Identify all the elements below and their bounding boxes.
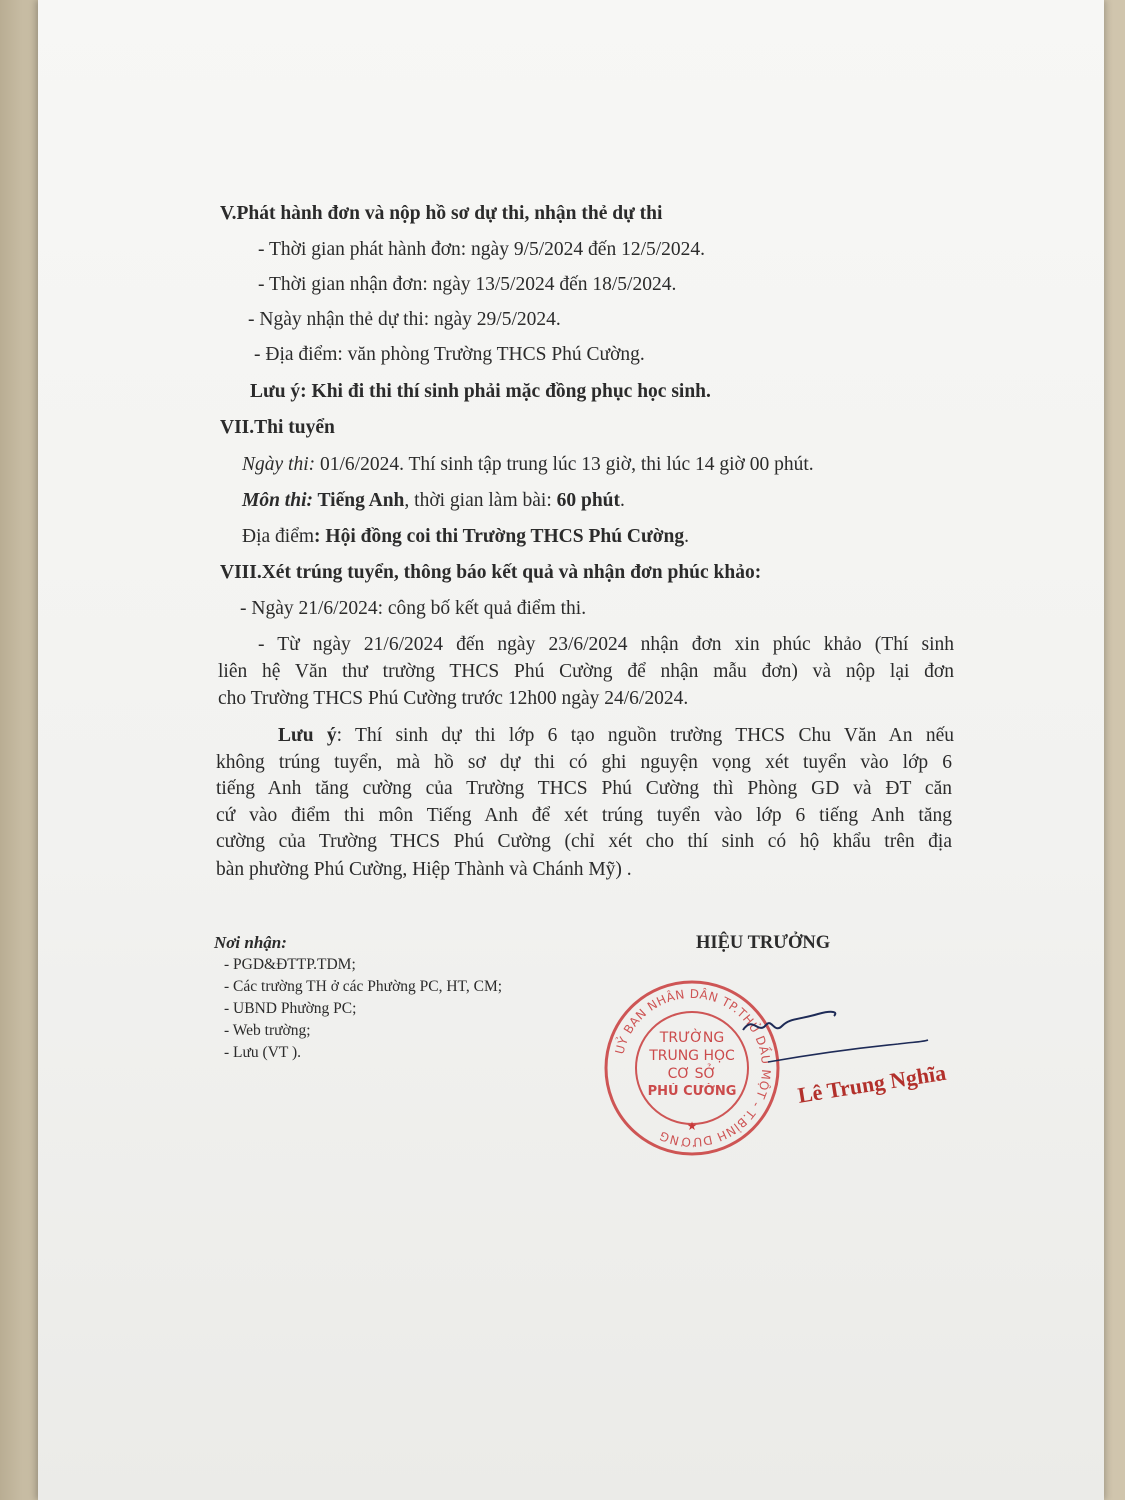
section-v-heading: V.Phát hành đơn và nộp hồ sơ dự thi, nhận thẻ dự thi <box>220 203 663 224</box>
principal-signature <box>738 1000 938 1070</box>
section-viii-para-line: cho Trường THCS Phú Cường trước 12h00 ngày 24/6/2024. <box>218 688 689 709</box>
section-v-line: - Thời gian phát hành đơn: ngày 9/5/2024 đến 12/5/2024. <box>258 239 706 260</box>
exam-subject-mid: , thời gian làm bài: <box>404 490 557 511</box>
recipient-item: - PGD&ĐTTP.TDM; <box>224 956 356 973</box>
exam-place-end: . <box>684 526 689 547</box>
seal-line: TRUNG HỌC <box>649 1048 735 1064</box>
section-vii-heading: VII.Thi tuyển <box>220 417 335 438</box>
note-line: cứ vào điểm thi môn Tiếng Anh để xét trúng tuyển vào lớp 6 tiếng Anh tăng <box>216 805 952 826</box>
recipients-title: Nơi nhận: <box>214 933 287 952</box>
exam-subject-line <box>242 489 625 513</box>
principal-name: Lê Trung Nghĩa <box>795 1059 948 1108</box>
exam-date-text: 01/6/2024. Thí sinh tập trung lúc 13 giờ, thi lúc 14 giờ 00 phút. <box>315 454 814 475</box>
exam-subject-value: Tiếng Anh <box>312 490 405 511</box>
document-page <box>38 0 1104 1500</box>
note-first-line <box>278 724 954 748</box>
section-viii-line: - Ngày 21/6/2024: công bố kết quả điểm thi. <box>240 598 587 619</box>
seal-line: PHÚ CƯỜNG <box>647 1084 737 1099</box>
svg-text:★: ★ <box>686 1119 698 1133</box>
exam-place-line <box>242 525 689 549</box>
section-viii-para-line: - Từ ngày 21/6/2024 đến ngày 23/6/2024 nhận đơn xin phúc khảo (Thí sinh <box>258 634 954 655</box>
note-label: Lưu ý: <box>250 381 307 402</box>
recipient-item: - Các trường TH ở các Phường PC, HT, CM; <box>224 978 503 995</box>
note-first-text: : Thí sinh dự thi lớp 6 tạo nguồn trường THCS Chu Văn An nếu <box>336 725 954 746</box>
section-v-line: - Thời gian nhận đơn: ngày 13/5/2024 đến 18/5/2024. <box>258 274 677 295</box>
note-line: cường của Trường THCS Phú Cường (chỉ xét cho thí sinh có hộ khẩu trên địa <box>216 831 952 852</box>
note-line: tiếng Anh tăng cường của Trường THCS Phú Cường thì Phòng GD và ĐT căn <box>216 778 952 799</box>
section-viii-heading: VIII.Xét trúng tuyển, thông báo kết quả và nhận đơn phúc khảo: <box>220 562 762 583</box>
exam-place-prefix: Địa điểm <box>242 526 315 547</box>
exam-duration: 60 phút <box>556 490 621 511</box>
exam-date-line <box>242 453 814 477</box>
exam-subject-label: Môn thi: <box>242 490 313 511</box>
note-line: bàn phường Phú Cường, Hiệp Thành và Chánh Mỹ) . <box>216 859 632 880</box>
exam-place-value: : Hội đồng coi thi Trường THCS Phú Cường <box>314 526 685 547</box>
exam-subject-end: . <box>620 490 625 511</box>
note-label: Lưu ý <box>278 725 337 746</box>
seal-ring-text: UỶ BAN NHÂN DÂN TP.THỦ DẦU MỘT - T.BÌNH DƯƠNG <box>612 986 774 1150</box>
principal-title: HIỆU TRƯỞNG <box>696 933 831 953</box>
section-v-note <box>250 380 711 404</box>
note-line: không trúng tuyển, mà hồ sơ dự thi có ghi nguyện vọng xét tuyển vào lớp 6 <box>216 752 952 773</box>
recipient-item: - UBND Phường PC; <box>224 1000 357 1017</box>
recipient-item: - Lưu (VT ). <box>224 1044 301 1061</box>
note-text: Khi đi thi thí sinh phải mặc đồng phục học sinh. <box>306 381 711 402</box>
exam-date-label: Ngày thi: <box>242 454 316 475</box>
section-viii-para-line: liên hệ Văn thư trường THCS Phú Cường để nhận mẫu đơn) và nộp lại đơn <box>218 661 954 682</box>
section-v-line: - Ngày nhận thẻ dự thi: ngày 29/5/2024. <box>248 309 561 330</box>
section-v-line: - Địa điểm: văn phòng Trường THCS Phú Cường. <box>254 344 645 365</box>
recipient-item: - Web trường; <box>224 1022 311 1039</box>
seal-line: CƠ SỞ <box>667 1066 717 1082</box>
seal-line: TRƯỜNG <box>659 1030 725 1046</box>
